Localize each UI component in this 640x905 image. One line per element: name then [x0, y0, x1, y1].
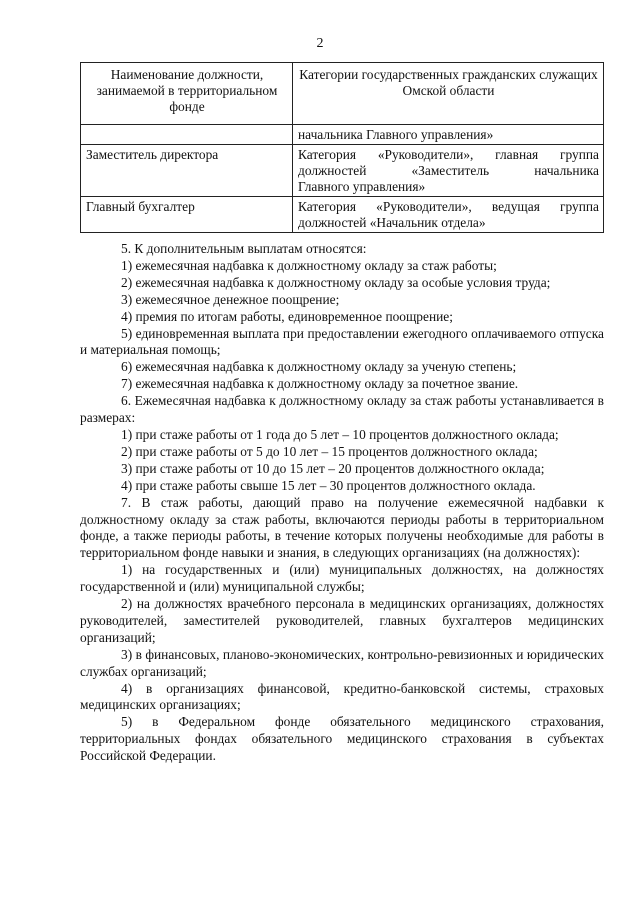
paragraph: 2) при стаже работы от 5 до 10 лет – 15 процентов должностного оклада;: [121, 443, 538, 459]
category-line: Главного управления»: [298, 179, 426, 194]
category-line: должностей «Заместитель начальника: [298, 163, 599, 178]
paragraph: 5. К дополнительным выплатам относятся:: [121, 241, 367, 256]
category-line: должностей «Начальник отдела»: [298, 215, 486, 230]
category-line: Категория «Руководители», главная группа: [298, 147, 599, 162]
paragraph: 2) на должностях врачебного персонала в медицинских организациях, должностях руководителей, заместителей руководителей, главных бухгалтеров медицинских организаций;: [80, 596, 604, 645]
table-cell-position: Заместитель директора: [81, 145, 293, 197]
table-row: [81, 197, 604, 233]
document-body: [80, 241, 604, 765]
paragraph: 5) единовременная выплата при предоставлении ежегодного оплачиваемого отпуска и материальная помощь;: [80, 325, 604, 358]
table-cell-category: [293, 145, 604, 197]
paragraph: 3) в финансовых, планово-экономических, контрольно-ревизионных и юридических службах организаций;: [80, 646, 604, 679]
paragraph: 7. В стаж работы, дающий право на получение ежемесячной надбавки к должностному окладу за стаж работы, включаются периоды работы в территориальном фонде, а также периоды работы, в течение которых получены необходимые для работы в территориальном фонде навыки и знания, в следующих организациях (на должностях):: [80, 494, 604, 561]
paragraph: 3) при стаже работы от 10 до 15 лет – 20 процентов должностного оклада;: [121, 460, 545, 476]
paragraph: 3) ежемесячное денежное поощрение;: [121, 291, 340, 307]
paragraph: 1) на государственных и (или) муниципальных должностях, на должностях государственной и (или) муниципальной службы;: [80, 562, 604, 595]
table-cell-continuation: начальника Главного управления»: [293, 125, 604, 145]
header-position: Наименование должности, занимаемой в территориальном фонде: [81, 63, 293, 125]
paragraph: 2) ежемесячная надбавка к должностному окладу за особые условия труда;: [121, 274, 551, 290]
table-cell-position: Главный бухгалтер: [81, 197, 293, 233]
header-category: Категории государственных гражданских служащих Омской области: [293, 63, 604, 125]
table-cell-category: [293, 197, 604, 233]
paragraph: 7) ежемесячная надбавка к должностному окладу за почетное звание.: [121, 376, 519, 392]
category-line: Категория «Руководители», ведущая группа: [298, 199, 599, 214]
positions-table: [80, 62, 604, 233]
paragraph: 4) премия по итогам работы, единовременное поощрение;: [121, 308, 453, 324]
paragraph: 4) при стаже работы свыше 15 лет – 30 процентов должностного оклада.: [121, 477, 536, 493]
paragraph: 5) в Федеральном фонде обязательного медицинского страхования, территориальных фондах обязательного медицинского страхования в субъектах Российской Федерации.: [80, 714, 604, 764]
table-cell-empty: [81, 125, 293, 145]
paragraph: 6. Ежемесячная надбавка к должностному окладу за стаж работы устанавливается в размерах:: [80, 393, 604, 426]
page-number: 2: [316, 36, 324, 51]
paragraph: 4) в организациях финансовой, кредитно-банковской системы, страховых медицинских организациях;: [80, 680, 604, 713]
table-row: [81, 145, 604, 197]
paragraph: 6) ежемесячная надбавка к должностному окладу за ученую степень;: [121, 359, 517, 375]
paragraph: 1) ежемесячная надбавка к должностному окладу за стаж работы;: [121, 257, 497, 273]
table-row-continuation: [81, 125, 604, 145]
table-header-row: [81, 63, 604, 125]
paragraph: 1) при стаже работы от 1 года до 5 лет – 10 процентов должностного оклада;: [121, 426, 559, 442]
